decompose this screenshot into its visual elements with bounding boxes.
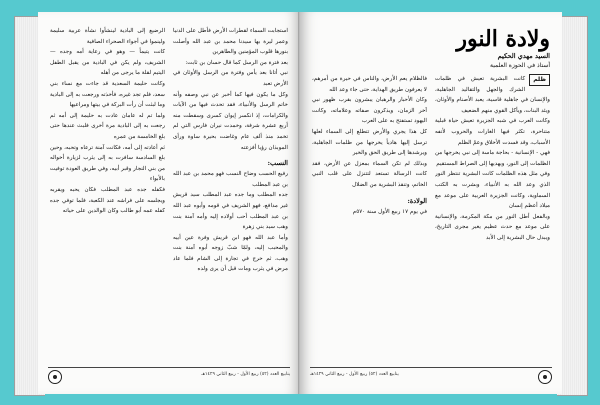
paragraph: وكل ما يكون فيها كما أخبر عن نبي وصفه وأنه خاتم الرسل والأنبياء، فقد تحدث فيها من الآيات والكرامات، إذ انكسر إيوان كسرى وسقطت منه أربع عشرة شرفة، وخمدت نيران فارس التي لم تخمد منذ ألف عام وغاضت بحيرة ساوة ورأى الموبذان رؤيا أفزعته: [173, 91, 288, 151]
paragraph: وبذلك لم تكن السماء بمعزل عن الأرض، فقد كانت الرسالة تستعد لتتنزل على قلب النبي الخاتم، وتنقذ البشرية من الضلال: [312, 160, 427, 188]
right-page-body: [312, 24, 550, 360]
paragraph: رفيع الحسب وضاح النسب فهو محمد بن عبد الله بن عبد المطلب: [173, 171, 288, 188]
footer-issue-text: ينابيع العدد (٥٢) ربيع الأول - ربيع الثاني ١٤٢٩هـ: [201, 372, 290, 377]
section-heading-birth: الولادة:: [407, 196, 427, 205]
paragraph: وكانت العرب في شبه الجزيرة تعيش حياة قبلية متناحرة، تكثر فيها الغارات والحروب لأتفه الأسباب، وقد فسدت الأخلاق وعمّ الظلم: [435, 118, 550, 146]
author-name: السيد مهدي الحكيم: [497, 52, 550, 60]
paragraph: كانت البشرية تعيش في ظلمات الشرك والجهل والتقاليد الجاهلية، والإنسان في جاهلية قاسية، يعبد الأصنام والأوثان، ويئد البنات، ويأكل القوي منهم الضعيف: [435, 76, 550, 114]
left-page-column-left: [50, 26, 165, 360]
paragraph: الرضيع إلى البادية لينشأوا نشأة عربية سليمة ولينموا في أجواء الصحراء الصافية: [50, 28, 165, 45]
left-page-column-right: [173, 26, 288, 360]
paragraph: ثم أعادته إلى أمه، فكانت آمنة ترعاه وتحبه، وحين بلغ السادسة سافرت به إلى يثرب لزيارة أخواله من بني النجار وقبر أبيه، وفي طريق العودة توفيت بالأبواء: [50, 144, 165, 183]
right-page-column-left: [312, 74, 427, 244]
right-page-footer: [310, 367, 552, 386]
right-page-column-right: [435, 74, 550, 244]
article-header: [312, 26, 550, 70]
paragraph: وكانت حليمة السعدية قد جاءت مع نساء بني سعد، فلم تجد غيره، فأخذته ورجعت به إلى البادية وما لبثت أن رأت البركة في بيتها ومراعيها: [50, 80, 165, 109]
section-heading-lineage: النسب:: [267, 159, 288, 168]
paragraph: فالظلام يعم الأرض، والناس في حيرة من أمرهم، لا يعرفون طريق الهداية، حتى جاء وعد الله: [312, 76, 427, 93]
author-role: أستاذ في الحوزة العلمية: [490, 62, 550, 69]
paragraph: ولما تم له عامان عادت به حليمة إلى أمه ثم رجعت به إلى البادية مرة أخرى فلبث عندها حتى بلغ الخامسة من عمره: [50, 112, 165, 140]
article-title: ولادة النور: [456, 26, 550, 52]
paragraph: كانت يتيماً — وهو في رعاية أمه وجده — الشريف، ولم يكن في البادية من يقبل الطفل اليتيم لقلة ما يرجى من أهله: [50, 49, 165, 77]
right-page-columns: [312, 74, 550, 244]
book-viewer: [14, 10, 588, 398]
paragraph: استجابت السماء لقطرات الأرض فأطل على الدنيا وعمر ليرة بها سيدنا محمد بن عبد الله وأصلت بنورها قلوب المؤمنين والطاهرين: [173, 28, 288, 56]
paragraph: فهي - الإنسانية - بحاجة ماسة إلى نبي يخرجها من الظلمات إلى النور، ويهديها إلى الصراط المستقيم: [435, 150, 550, 167]
paragraph: وأما عبد الله فهو ابن قريش وفرة عين أبيه والمحبب إليه، ولمّا شبّ زوجه أبوه آمنة بنت وهب، ثم خرج في تجارة إلى الشام فلما عاد مرض في يثرب ومات قبل أن يرى ولده: [173, 234, 288, 273]
verse: نبي أتانا بعد يأس وفترة من الرسل والأوثان في الأرض تعبد: [173, 70, 288, 87]
paragraph: وفي مثل هذه الظلمات كانت البشرية تنتظر النور الذي وعد الله به الأنبياء، وبشرت به الكتب السماوية، وكانت الجزيرة العربية على موعد مع ميلاد أعظم إنسان: [435, 171, 550, 210]
paragraph: كل هذا يجري والأرض تتطلع إلى السماء لعلها ترسل إليها هادياً يخرجها من ظلمات الجاهلية، ويرشدها إلى طريق الحق والخير: [312, 128, 427, 157]
paragraph: فكفله جده عبد المطلب فكان يحبه ويقربه ويجلسه على فراشه عند الكعبة، فلما توفي جده كفله عمه أبو طالب وكان الوالدين على حياته: [50, 186, 165, 215]
paragraph: بعد فترة من الرسل كما قال حسان بن ثابت:: [185, 59, 288, 66]
birth-date-line: في يوم ١٧ ربيع الأول سنة ٥٧٠م: [352, 208, 427, 215]
paragraph: وبالفعل أطل النور من مكة المكرمة، والإنسانية على موعد مع حدث عظيم يغير مجرى التاريخ، ويبدل حال البشرية إلى الأبد: [435, 213, 550, 241]
left-page[interactable]: [38, 12, 300, 394]
paragraph: جده المطلب وما جده عبد المطلب سيد قريش غير مدافع، فهو الشريف في قومه وأبوه عبد الله بن عبد المطلب أحب أولاده إليه وأمه آمنة بنت وهب سيد بني زهرة: [173, 192, 288, 231]
paragraph: وكان الأحبار والرهبان يبشرون بقرب ظهور نبي آخر الزمان، ويذكرون صفاته وعلاماته، وكانت اليهود تستفتح به على العرب: [312, 97, 427, 125]
left-page-columns: [50, 26, 288, 360]
footer-issue-text: ينابيع العدد (٥٢) ربيع الأول - ربيع الثاني ١٤٢٩هـ: [310, 372, 399, 377]
right-page[interactable]: [300, 12, 562, 394]
left-page-footer: [48, 367, 290, 386]
page-number-badge: [48, 370, 62, 384]
drop-word-box: ظلم: [529, 74, 550, 86]
page-number-badge: [538, 370, 552, 384]
